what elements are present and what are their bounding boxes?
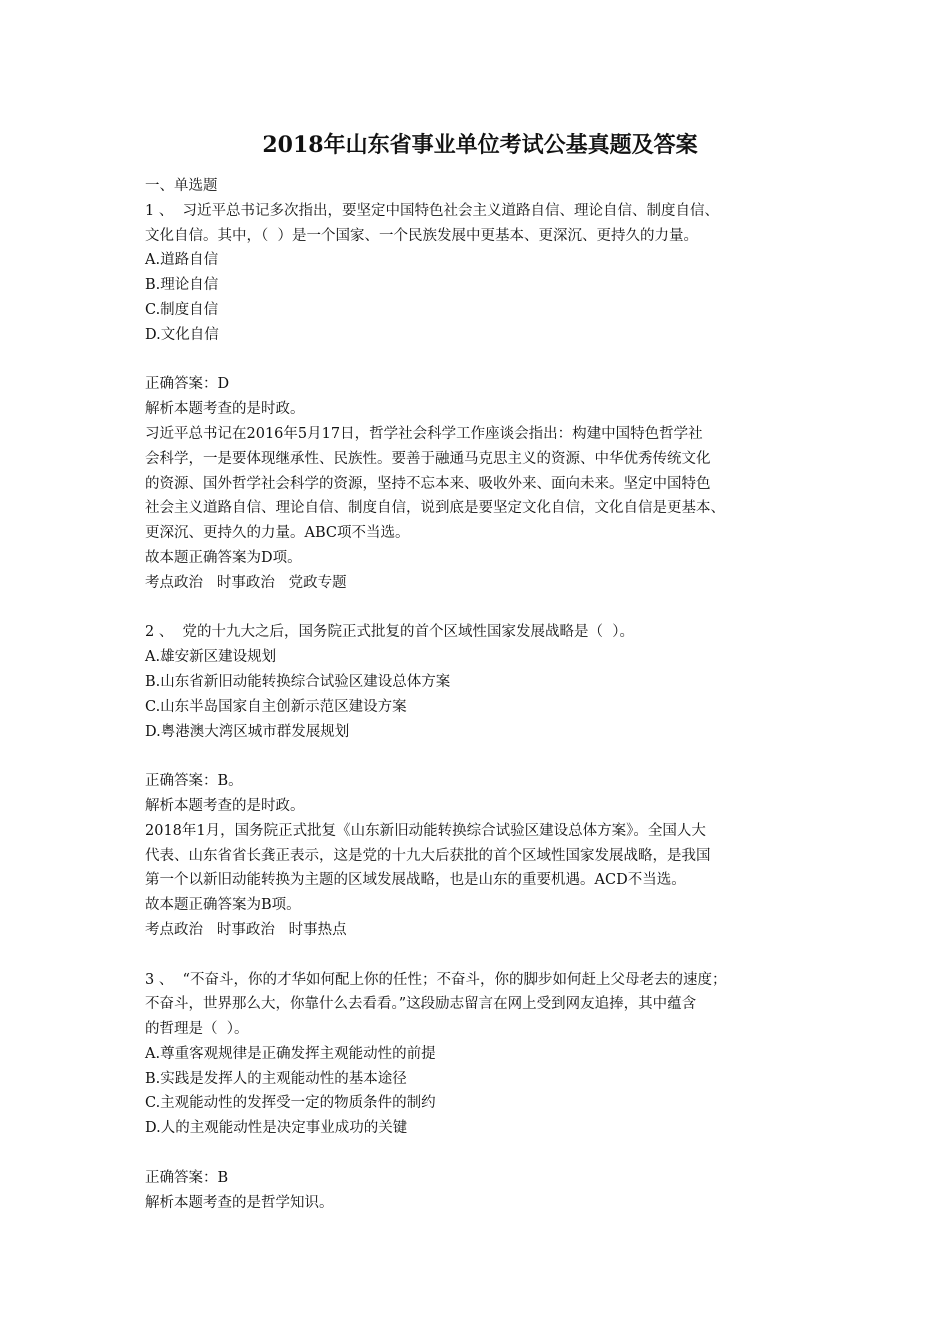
analysis-line: 的资源、国外哲学社会科学的资源，坚持不忘本来、吸收外来、面向未来。坚定中国特色 bbox=[145, 475, 711, 492]
analysis-line: 更深沉、更持久的力量。ABC项不当选。 bbox=[145, 525, 410, 542]
analysis-line: 2018年1月，国务院正式批复《山东新旧动能转换综合试验区建设总体方案》。全国人大 bbox=[145, 822, 706, 839]
option-c: C.山东半岛国家自主创新示范区建设方案 bbox=[145, 698, 407, 715]
section-label: 一、单选题 bbox=[145, 178, 218, 194]
analysis-line: 社会主义道路自信、理论自信、制度自信，说到底是要坚定文化自信，文化自信是更基本、 bbox=[145, 500, 725, 517]
document-title: 2018年山东省事业单位考试公基真题及答案 bbox=[262, 132, 698, 158]
topic-tags: 考点政治 时事政治 时事热点 bbox=[145, 921, 347, 938]
question-1 bbox=[145, 199, 815, 596]
question-stem-line: 的哲理是（ ）。 bbox=[145, 1021, 249, 1038]
option-c: C.制度自信 bbox=[145, 301, 219, 318]
question-stem-line: 不奋斗，世界那么大，你靠什么去看看。”这段励志留言在网上受到网友追捧，其中蕴含 bbox=[145, 996, 697, 1013]
question-stem-line: 3 、 “不奋斗，你的才华如何配上你的任性；不奋斗，你的脚步如何赶上父母老去的速度； bbox=[145, 971, 727, 988]
option-b: B.实践是发挥人的主观能动性的基本途径 bbox=[145, 1070, 407, 1087]
question-stem-line: 文化自信。其中，（ ）是一个国家、一个民族发展中更基本、更深沉、更持久的力量。 bbox=[145, 227, 698, 244]
answer-conclusion: 故本题正确答案为B项。 bbox=[145, 897, 301, 914]
analysis-heading: 解析本题考查的是时政。 bbox=[145, 401, 305, 418]
question-stem-line: 2 、 党的十九大之后，国务院正式批复的首个区域性国家发展战略是（ ）。 bbox=[145, 624, 635, 641]
option-b: B.理论自信 bbox=[145, 277, 219, 294]
option-b: B.山东省新旧动能转换综合试验区建设总体方案 bbox=[145, 673, 451, 690]
question-3 bbox=[145, 968, 815, 1216]
option-c: C.主观能动性的发挥受一定的物质条件的制约 bbox=[145, 1095, 436, 1112]
analysis-line: 代表、山东省省长龚正表示，这是党的十九大后获批的首个区域性国家发展战略，是我国 bbox=[145, 847, 711, 864]
analysis-line: 第一个以新旧动能转换为主题的区域发展战略，也是山东的重要机遇。ACD不当选。 bbox=[145, 872, 686, 889]
correct-answer: 正确答案：D bbox=[145, 376, 230, 393]
option-a: A.雄安新区建设规划 bbox=[145, 649, 277, 666]
answer-conclusion: 故本题正确答案为D项。 bbox=[145, 549, 302, 566]
option-d: D.文化自信 bbox=[145, 326, 219, 343]
document-page bbox=[145, 130, 815, 1215]
option-d: D.粤港澳大湾区城市群发展规划 bbox=[145, 723, 350, 740]
analysis-heading: 解析本题考查的是哲学知识。 bbox=[145, 1194, 334, 1211]
analysis-heading: 解析本题考查的是时政。 bbox=[145, 797, 305, 814]
question-2 bbox=[145, 620, 815, 942]
question-stem-line: 1 、 习近平总书记多次指出，要坚定中国特色社会主义道路自信、理论自信、制度自信、 bbox=[145, 202, 720, 219]
correct-answer: 正确答案：B bbox=[145, 1169, 229, 1186]
option-d: D.人的主观能动性是决定事业成功的关键 bbox=[145, 1120, 408, 1137]
option-a: A.尊重客观规律是正确发挥主观能动性的前提 bbox=[145, 1045, 436, 1062]
analysis-line: 会科学，一是要体现继承性、民族性。要善于融通马克思主义的资源、中华优秀传统文化 bbox=[145, 450, 711, 467]
correct-answer: 正确答案：B。 bbox=[145, 773, 243, 790]
option-a: A.道路自信 bbox=[145, 252, 219, 269]
analysis-line: 习近平总书记在2016年5月17日，哲学社会科学工作座谈会指出：构建中国特色哲学社 bbox=[145, 425, 703, 442]
topic-tags: 考点政治 时事政治 党政专题 bbox=[145, 574, 347, 591]
